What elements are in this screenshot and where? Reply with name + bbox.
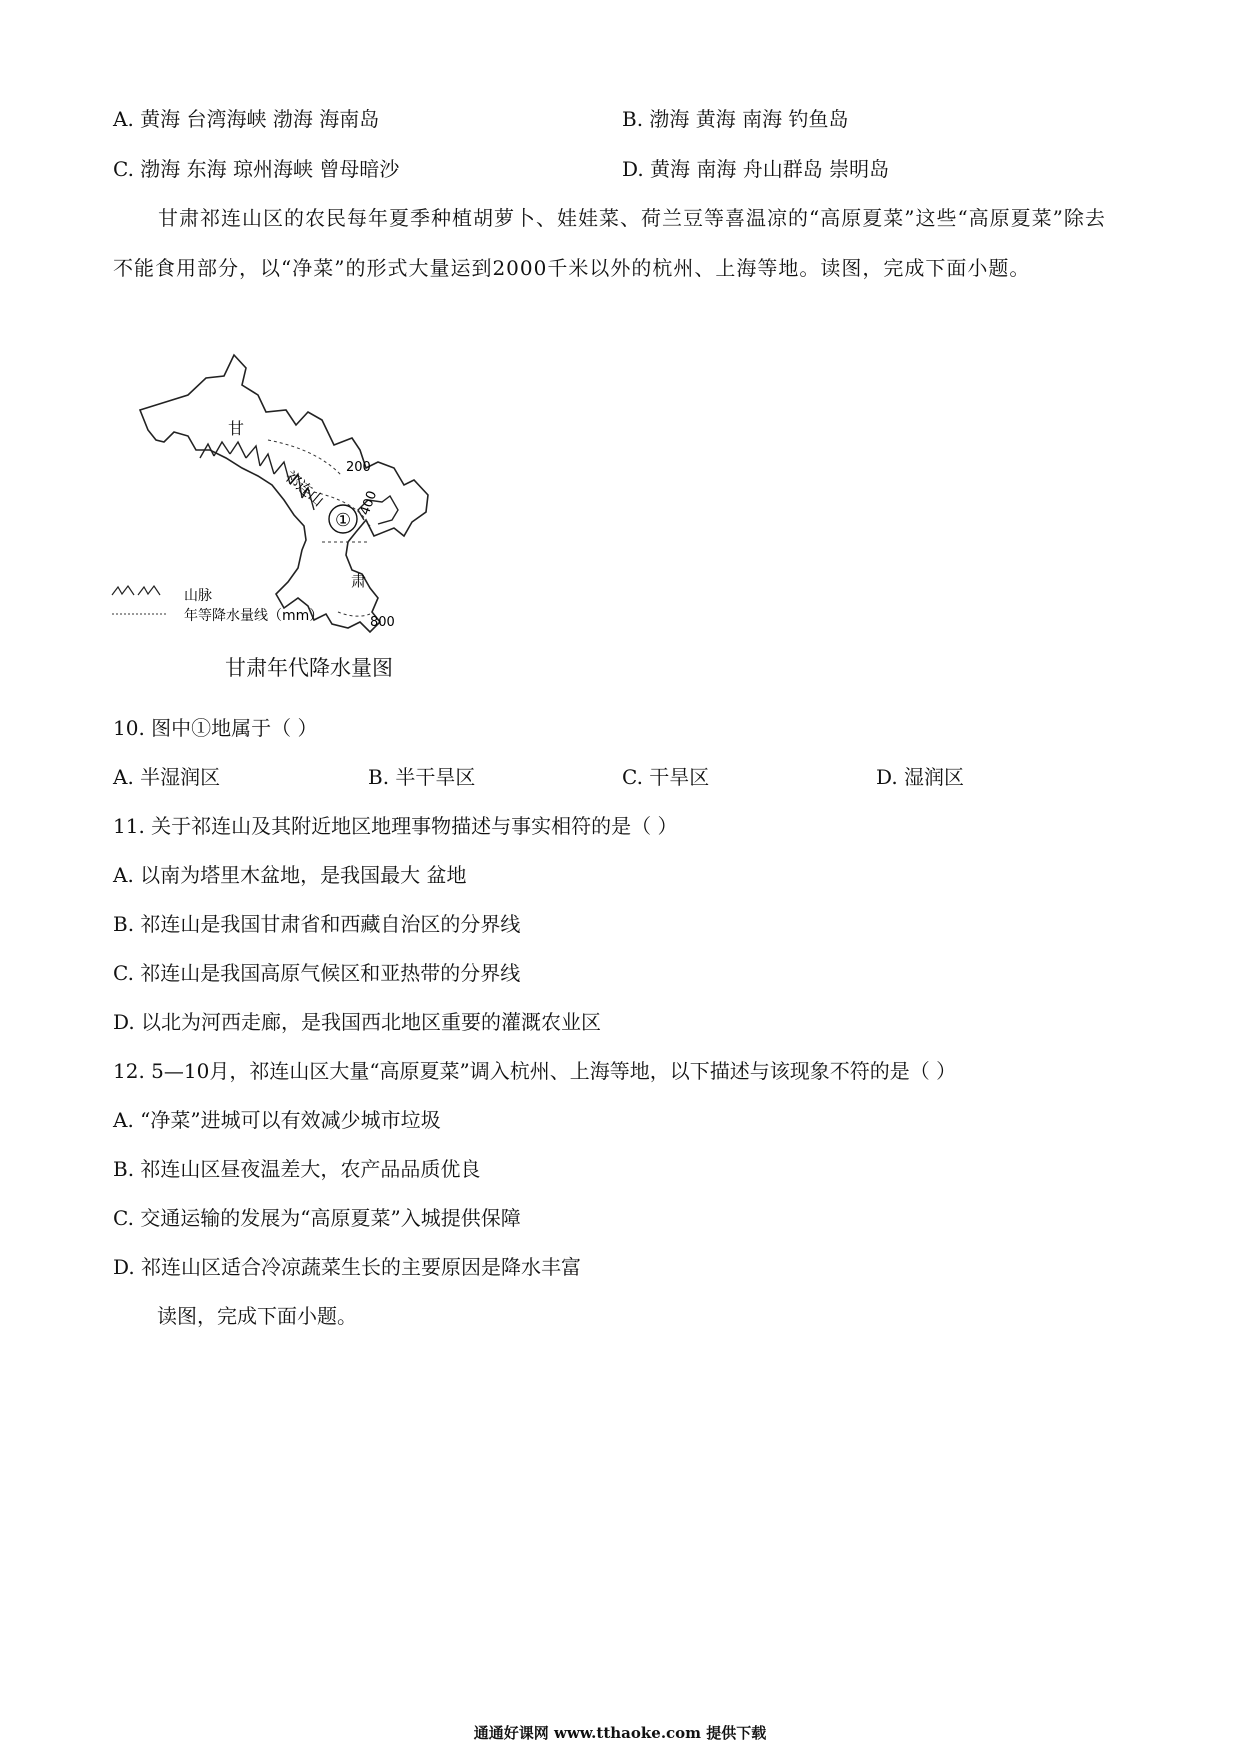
label-200: 200 [346, 460, 371, 475]
label-800: 800 [370, 615, 395, 630]
option-a-prev: A. 黄海 台湾海峡 渤海 海南岛 [113, 107, 380, 131]
q10-option-d: D. 湿润区 [876, 765, 965, 789]
q11-option-d: D. 以北为河西走廊，是我国西北地区重要的灌溉农业区 [113, 1010, 602, 1034]
gansu-precipitation-map [108, 350, 508, 650]
q12-option-c: C. 交通运输的发展为“高原夏菜”入城提供保障 [113, 1206, 521, 1230]
q11-option-a: A. 以南为塔里木盆地，是我国最大 盆地 [113, 863, 467, 887]
q12-stem: 12. 5—10月，祁连山区大量“高原夏菜”调入杭州、上海等地，以下描述与该现象不符的是（ ） [113, 1059, 957, 1083]
intro-paragraph: 甘肃祁连山区的农民每年夏季种植胡萝卜、娃娃菜、荷兰豆等喜温凉的“高原夏菜”这些“高原夏菜”除去不能食用部分，以“净菜”的形式大量运到2000千米以外的杭州、上海等地。读图，完成下面小题。 [113, 206, 1106, 280]
q11-option-c: C. 祁连山是我国高原气候区和亚热带的分界线 [113, 961, 521, 985]
label-400: 400 [357, 488, 381, 518]
legend-mountain-icon [112, 586, 160, 595]
label-su: 肃 [351, 572, 367, 590]
q10-option-a: A. 半湿润区 [113, 765, 221, 789]
legend-isohyet-label: 年等降水量线（mm） [184, 608, 324, 624]
q10-option-b: B. 半干旱区 [368, 765, 476, 789]
option-c-prev: C. 渤海 东海 琼州海峡 曾母暗沙 [113, 157, 400, 181]
q12-option-a: A. “净菜”进城可以有效减少城市垃圾 [113, 1108, 441, 1132]
next-intro: 读图，完成下面小题。 [157, 1304, 357, 1328]
isohyet-800 [338, 612, 370, 616]
isohyet-200 [268, 440, 342, 476]
q10-stem: 10. 图中①地属于（ ） [113, 716, 318, 740]
map-title: 甘肃年代降水量图 [225, 656, 393, 680]
q12-option-d: D. 祁连山区适合冷凉蔬菜生长的主要原因是降水丰富 [113, 1255, 582, 1279]
marker-1: ① [335, 510, 352, 531]
q10-option-c: C. 干旱区 [622, 765, 710, 789]
q12-option-b: B. 祁连山区昼夜温差大，农产品品质优良 [113, 1157, 481, 1181]
label-qilian: 祁连山 [281, 467, 328, 510]
option-d-prev: D. 黄海 南海 舟山群岛 崇明岛 [622, 157, 890, 181]
option-b-prev: B. 渤海 黄海 南海 钓鱼岛 [622, 107, 849, 131]
q11-stem: 11. 关于祁连山及其附近地区地理事物描述与事实相符的是（ ） [113, 814, 678, 838]
q11-option-b: B. 祁连山是我国甘肃省和西藏自治区的分界线 [113, 912, 521, 936]
legend-mountain-label: 山脉 [184, 588, 212, 604]
page-footer: 通通好课网 www.tthaoke.com 提供下载 [473, 1724, 767, 1742]
label-gan: 甘 [228, 419, 245, 438]
